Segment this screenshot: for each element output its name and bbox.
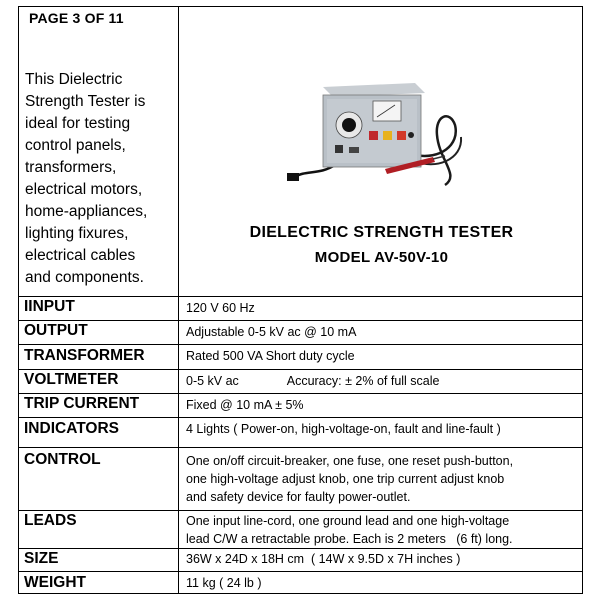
spec-value-line: One input line-cord, one ground lead and one high-voltage: [186, 514, 510, 528]
spec-value-voltmeter: [186, 372, 578, 390]
row-divider: [19, 571, 582, 572]
intro-line: home-appliances,: [25, 203, 148, 220]
column-divider: [178, 7, 179, 593]
intro-line: and components.: [25, 269, 144, 286]
spec-value-line: 36W x 24D x 18H cm ( 14W x 9.5D x 7H inches ): [186, 552, 461, 566]
spec-value-leads: [186, 512, 578, 548]
row-divider: [19, 393, 582, 394]
product-title: DIELECTRIC STRENGTH TESTER: [249, 224, 514, 241]
product-photo: [265, 65, 465, 193]
spec-label-input: IINPUT: [24, 298, 75, 315]
spec-value-transformer: [186, 347, 578, 365]
spec-value-line: 120 V 60 Hz: [186, 301, 255, 315]
row-divider: [19, 417, 582, 418]
spec-value-line: One on/off circuit-breaker, one fuse, one reset push-button,: [186, 454, 514, 468]
spec-label-indicators: INDICATORS: [24, 420, 120, 437]
spec-label-size: SIZE: [24, 550, 59, 567]
intro-line: Strength Tester is: [25, 93, 146, 110]
spec-value-line: lead C/W a retractable probe. Each is 2 meters (6 ft) long.: [186, 532, 513, 546]
spec-value-line: 0-5 kV ac Accuracy: ± 2% of full scale: [186, 374, 440, 388]
spec-value-line: one high-voltage adjust knob, one trip current adjust knob: [186, 472, 505, 486]
intro-text: [25, 69, 175, 289]
spec-value-size: [186, 550, 578, 568]
spec-sheet: [18, 6, 583, 594]
spec-value-line: 11 kg ( 24 lb ): [186, 576, 262, 590]
row-divider: [19, 447, 582, 448]
spec-value-output: [186, 323, 578, 341]
spec-label-output: OUTPUT: [24, 322, 88, 339]
spec-label-transformer: TRANSFORMER: [24, 347, 145, 364]
spec-value-trip-current: [186, 396, 578, 414]
intro-line: lighting fixures,: [25, 225, 129, 242]
spec-label-voltmeter: VOLTMETER: [24, 371, 119, 388]
spec-value-input: [186, 299, 578, 317]
intro-line: ideal for testing: [25, 115, 131, 132]
spec-value-weight: [186, 574, 578, 592]
spec-value-line: and safety device for faulty power-outlet.: [186, 490, 411, 504]
spec-label-leads: LEADS: [24, 512, 77, 529]
intro-line: control panels,: [25, 137, 126, 154]
spec-value-control: [186, 452, 578, 506]
intro-line: transformers,: [25, 159, 117, 176]
intro-line: electrical cables: [25, 247, 136, 264]
spec-value-indicators: [186, 420, 578, 438]
spec-value-line: 4 Lights ( Power-on, high-voltage-on, fault and line-fault ): [186, 422, 501, 436]
product-model: MODEL AV-50V-10: [314, 249, 449, 266]
page-number: PAGE 3 OF 11: [29, 10, 124, 26]
row-divider: [19, 510, 582, 511]
intro-line: This Dielectric: [25, 71, 123, 88]
spec-label-control: CONTROL: [24, 451, 101, 468]
spec-value-line: Fixed @ 10 mA ± 5%: [186, 398, 304, 412]
spec-value-line: Adjustable 0-5 kV ac @ 10 mA: [186, 325, 357, 339]
row-divider: [19, 320, 582, 321]
spec-label-trip-current: TRIP CURRENT: [24, 395, 140, 412]
spec-value-line: Rated 500 VA Short duty cycle: [186, 349, 355, 363]
row-divider: [19, 344, 582, 345]
row-divider: [19, 296, 582, 297]
row-divider: [19, 369, 582, 370]
row-divider: [19, 548, 582, 549]
intro-line: electrical motors,: [25, 181, 143, 198]
spec-label-weight: WEIGHT: [24, 574, 86, 591]
